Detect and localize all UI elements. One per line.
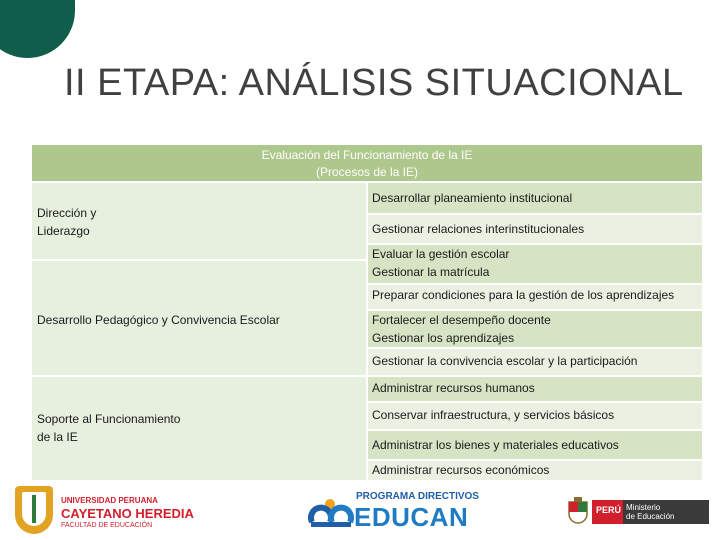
- educan-line1: PROGRAMA DIRECTIVOS: [356, 491, 479, 502]
- process-cell: [368, 285, 702, 309]
- upch-line3: FACULTAD DE EDUCACIÓN: [61, 522, 153, 529]
- shield-icon: [15, 486, 53, 534]
- process-label: Preparar condiciones para la gestión de los aprendizajes: [372, 288, 675, 302]
- table-header-line2: (Procesos de la IE): [315, 165, 419, 179]
- category-label-line1: Desarrollo Pedagógico y Convivencia Escolar: [37, 313, 280, 327]
- category-cell-pedagogico: [32, 261, 366, 375]
- process-table: [32, 145, 702, 480]
- process-label: Desarrollar planeamiento institucional: [372, 191, 573, 205]
- process-cell: [368, 183, 702, 213]
- process-label: Evaluar la gestión escolar: [372, 247, 510, 261]
- process-label: Administrar los bienes y materiales educativos: [372, 438, 619, 452]
- category-cell-soporte: [32, 377, 366, 480]
- category-label-line1: Soporte al Funcionamiento: [37, 412, 181, 426]
- process-label: Gestionar relaciones interinstitucionales: [372, 222, 585, 236]
- minedu-line1: Ministerio: [626, 503, 661, 512]
- category-cell-direccion: [32, 183, 366, 259]
- process-label: Conservar infraestructura, y servicios básicos: [372, 408, 615, 422]
- process-cell: [368, 461, 702, 480]
- process-cell: [368, 215, 702, 243]
- minedu-line2: de Educación: [626, 512, 675, 521]
- process-cell: [368, 245, 702, 283]
- peru-label: PERÚ: [596, 505, 622, 515]
- process-label: Gestionar la convivencia escolar y la participación: [372, 354, 638, 368]
- crest-icon: [566, 496, 590, 528]
- corner-decoration: [0, 0, 75, 58]
- category-label-line2: Liderazgo: [37, 224, 90, 238]
- process-cell: [368, 377, 702, 401]
- process-label: Gestionar los aprendizajes: [372, 331, 515, 345]
- educan-line2: EDUCAN: [354, 502, 469, 532]
- slide-title: II ETAPA: ANÁLISIS SITUACIONAL: [64, 62, 684, 104]
- table-header-line1: Evaluación del Funcionamiento de la IE: [261, 148, 473, 162]
- educan-mark-icon: [308, 498, 354, 532]
- process-cell: [368, 403, 702, 429]
- process-cell: [368, 311, 702, 347]
- process-cell: [368, 349, 702, 375]
- process-label: Fortalecer el desempeño docente: [372, 313, 551, 327]
- process-label: Gestionar la matrícula: [372, 265, 490, 279]
- upch-line2: CAYETANO HEREDIA: [61, 506, 194, 521]
- category-label-line2: de la IE: [37, 430, 78, 444]
- process-label: Administrar recursos económicos: [372, 463, 550, 477]
- table-header: [32, 145, 702, 181]
- process-label: Administrar recursos humanos: [372, 381, 535, 395]
- process-cell: [368, 431, 702, 459]
- upch-line1: UNIVERSIDAD PERUANA: [61, 496, 158, 505]
- category-label-line1: Dirección y: [37, 206, 97, 220]
